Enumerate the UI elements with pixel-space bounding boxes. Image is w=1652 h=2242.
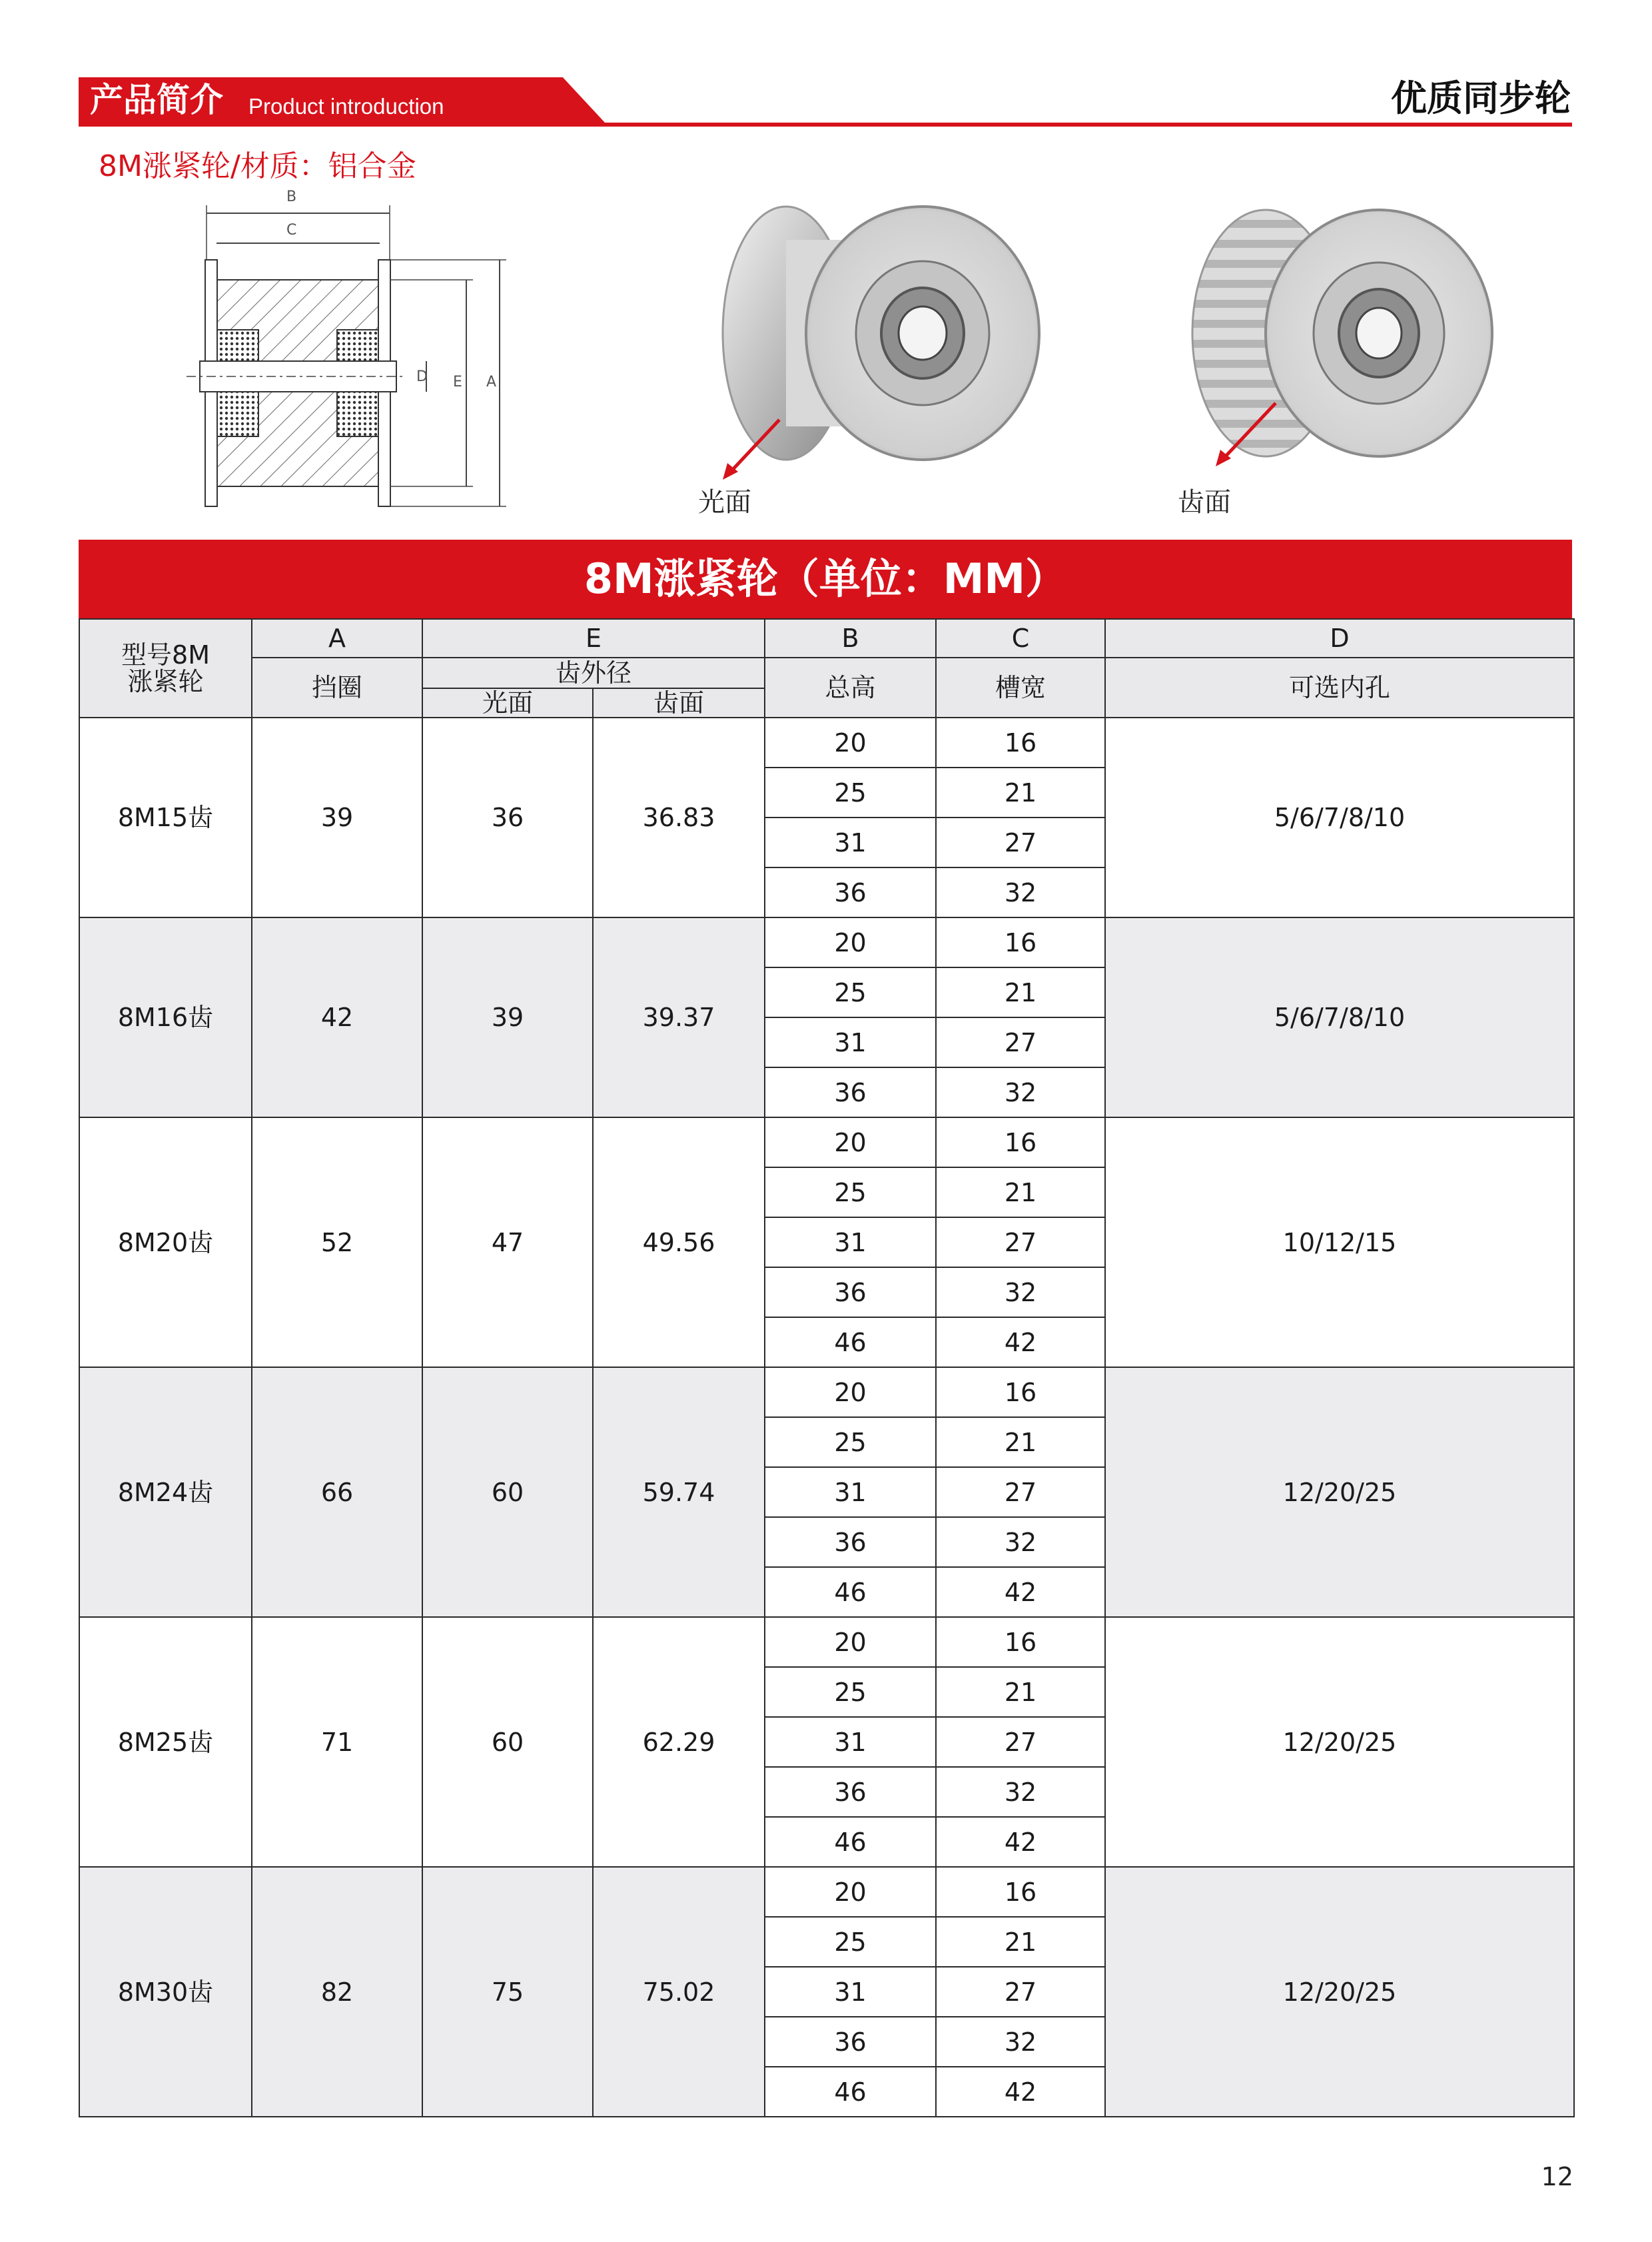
cell-c: 21 <box>936 1167 1105 1217</box>
table-banner: 8M涨紧轮（单位：MM） <box>79 540 1572 618</box>
section-title-cn: 产品简介 <box>90 81 223 119</box>
cell-c: 42 <box>936 1317 1105 1367</box>
cell-model: 8M30齿 <box>79 1867 252 2117</box>
cell-b: 20 <box>765 1367 936 1417</box>
cell-c: 21 <box>936 967 1105 1017</box>
smooth-pulley-photo <box>693 200 1066 480</box>
cell-c: 21 <box>936 768 1105 818</box>
cell-a: 66 <box>252 1367 422 1617</box>
cell-b: 20 <box>765 718 936 768</box>
header-c-name: 槽宽 <box>936 658 1105 718</box>
cell-b: 36 <box>765 867 936 917</box>
product-subtitle: 8M涨紧轮/材质：铝合金 <box>99 149 416 183</box>
cell-model: 8M16齿 <box>79 917 252 1117</box>
cell-b: 36 <box>765 1767 936 1817</box>
page-number: 12 <box>1541 2162 1573 2191</box>
cell-b: 31 <box>765 1467 936 1517</box>
cell-b: 25 <box>765 967 936 1017</box>
cell-c: 16 <box>936 718 1105 768</box>
cell-a: 42 <box>252 917 422 1117</box>
cell-c: 16 <box>936 1117 1105 1167</box>
cell-c: 32 <box>936 1767 1105 1817</box>
cell-e-smooth: 47 <box>422 1117 593 1367</box>
cell-b: 36 <box>765 2017 936 2067</box>
cell-b: 31 <box>765 1017 936 1067</box>
toothed-pulley-photo <box>1172 200 1519 480</box>
cell-e-smooth: 39 <box>422 917 593 1117</box>
smooth-face-label: 光面 <box>698 487 751 518</box>
header-c-letter: C <box>936 619 1105 658</box>
table-row <box>79 1117 1574 1167</box>
cell-c: 27 <box>936 1967 1105 2017</box>
cell-b: 31 <box>765 1967 936 2017</box>
dim-label-e: E <box>453 374 462 390</box>
table-row <box>79 718 1574 768</box>
cell-model: 8M15齿 <box>79 718 252 917</box>
cell-c: 27 <box>936 1017 1105 1067</box>
table-body <box>79 718 1574 2117</box>
cell-d: 12/20/25 <box>1105 1367 1574 1617</box>
table-row <box>79 917 1574 967</box>
cell-a: 82 <box>252 1867 422 2117</box>
cell-model: 8M24齿 <box>79 1367 252 1617</box>
cell-e-tooth: 75.02 <box>593 1867 765 2117</box>
cell-c: 27 <box>936 1717 1105 1767</box>
cell-b: 25 <box>765 1667 936 1717</box>
cell-c: 32 <box>936 1067 1105 1117</box>
cell-c: 42 <box>936 2067 1105 2117</box>
cell-b: 46 <box>765 1817 936 1867</box>
cell-d: 5/6/7/8/10 <box>1105 917 1574 1117</box>
cell-e-tooth: 49.56 <box>593 1117 765 1367</box>
cell-b: 31 <box>765 818 936 867</box>
cell-c: 21 <box>936 1417 1105 1467</box>
header-e-smooth: 光面 <box>422 688 593 718</box>
table-row <box>79 1867 1574 1917</box>
cell-b: 20 <box>765 1617 936 1667</box>
cell-e-tooth: 59.74 <box>593 1367 765 1617</box>
cell-d: 12/20/25 <box>1105 1867 1574 2117</box>
cell-c: 16 <box>936 1367 1105 1417</box>
page-title: 优质同步轮 <box>1391 77 1571 119</box>
cell-b: 25 <box>765 1167 936 1217</box>
cell-e-smooth: 75 <box>422 1867 593 2117</box>
cell-e-smooth: 60 <box>422 1617 593 1867</box>
header-e-letter: E <box>422 619 765 658</box>
header-model: 型号8M 涨紧轮 <box>79 619 252 718</box>
cell-model: 8M25齿 <box>79 1617 252 1867</box>
cell-e-smooth: 60 <box>422 1367 593 1617</box>
cell-model: 8M20齿 <box>79 1117 252 1367</box>
cell-b: 46 <box>765 2067 936 2117</box>
cell-c: 27 <box>936 1217 1105 1267</box>
dim-label-c: C <box>286 222 297 239</box>
cell-d: 12/20/25 <box>1105 1617 1574 1867</box>
cell-b: 25 <box>765 1417 936 1467</box>
dim-label-b: B <box>286 189 297 205</box>
header-a-name: 挡圈 <box>252 658 422 718</box>
header-rule <box>79 123 1572 127</box>
table-row <box>79 1367 1574 1417</box>
cell-b: 31 <box>765 1217 936 1267</box>
header-b-letter: B <box>765 619 936 658</box>
spec-table <box>79 618 1575 2117</box>
header-d-letter: D <box>1105 619 1574 658</box>
cell-b: 20 <box>765 1867 936 1917</box>
toothed-face-label: 齿面 <box>1178 487 1231 518</box>
cell-c: 32 <box>936 1267 1105 1317</box>
header-a-letter: A <box>252 619 422 658</box>
cell-c: 32 <box>936 867 1105 917</box>
cell-d: 10/12/15 <box>1105 1117 1574 1367</box>
cell-b: 36 <box>765 1267 936 1317</box>
cell-e-tooth: 62.29 <box>593 1617 765 1867</box>
cell-b: 46 <box>765 1317 936 1367</box>
header-d-name: 可选内孔 <box>1105 658 1574 718</box>
header-b-name: 总高 <box>765 658 936 718</box>
table-row <box>79 1617 1574 1667</box>
cell-a: 39 <box>252 718 422 917</box>
cell-a: 52 <box>252 1117 422 1367</box>
cell-c: 21 <box>936 1917 1105 1967</box>
cell-c: 16 <box>936 1617 1105 1667</box>
cell-c: 42 <box>936 1567 1105 1617</box>
cell-b: 25 <box>765 1917 936 1967</box>
cell-c: 21 <box>936 1667 1105 1717</box>
cell-b: 31 <box>765 1717 936 1767</box>
cell-c: 32 <box>936 1517 1105 1567</box>
pulley-cross-section-diagram <box>187 187 533 520</box>
dim-label-d: D <box>416 368 428 385</box>
cell-c: 42 <box>936 1817 1105 1867</box>
header-e-tooth: 齿面 <box>593 688 765 718</box>
cell-c: 27 <box>936 1467 1105 1517</box>
cell-e-tooth: 36.83 <box>593 718 765 917</box>
cell-b: 20 <box>765 1117 936 1167</box>
section-title-en: Product introduction <box>248 94 444 119</box>
cell-c: 27 <box>936 818 1105 867</box>
cell-b: 25 <box>765 768 936 818</box>
cell-c: 16 <box>936 1867 1105 1917</box>
cell-b: 36 <box>765 1067 936 1117</box>
cell-b: 36 <box>765 1517 936 1567</box>
cell-b: 20 <box>765 917 936 967</box>
dim-label-a: A <box>486 374 497 390</box>
header-e-name: 齿外径 <box>422 658 765 688</box>
cell-b: 46 <box>765 1567 936 1617</box>
cell-c: 16 <box>936 917 1105 967</box>
cell-e-tooth: 39.37 <box>593 917 765 1117</box>
cell-e-smooth: 36 <box>422 718 593 917</box>
cell-d: 5/6/7/8/10 <box>1105 718 1574 917</box>
cell-c: 32 <box>936 2017 1105 2067</box>
cell-a: 71 <box>252 1617 422 1867</box>
